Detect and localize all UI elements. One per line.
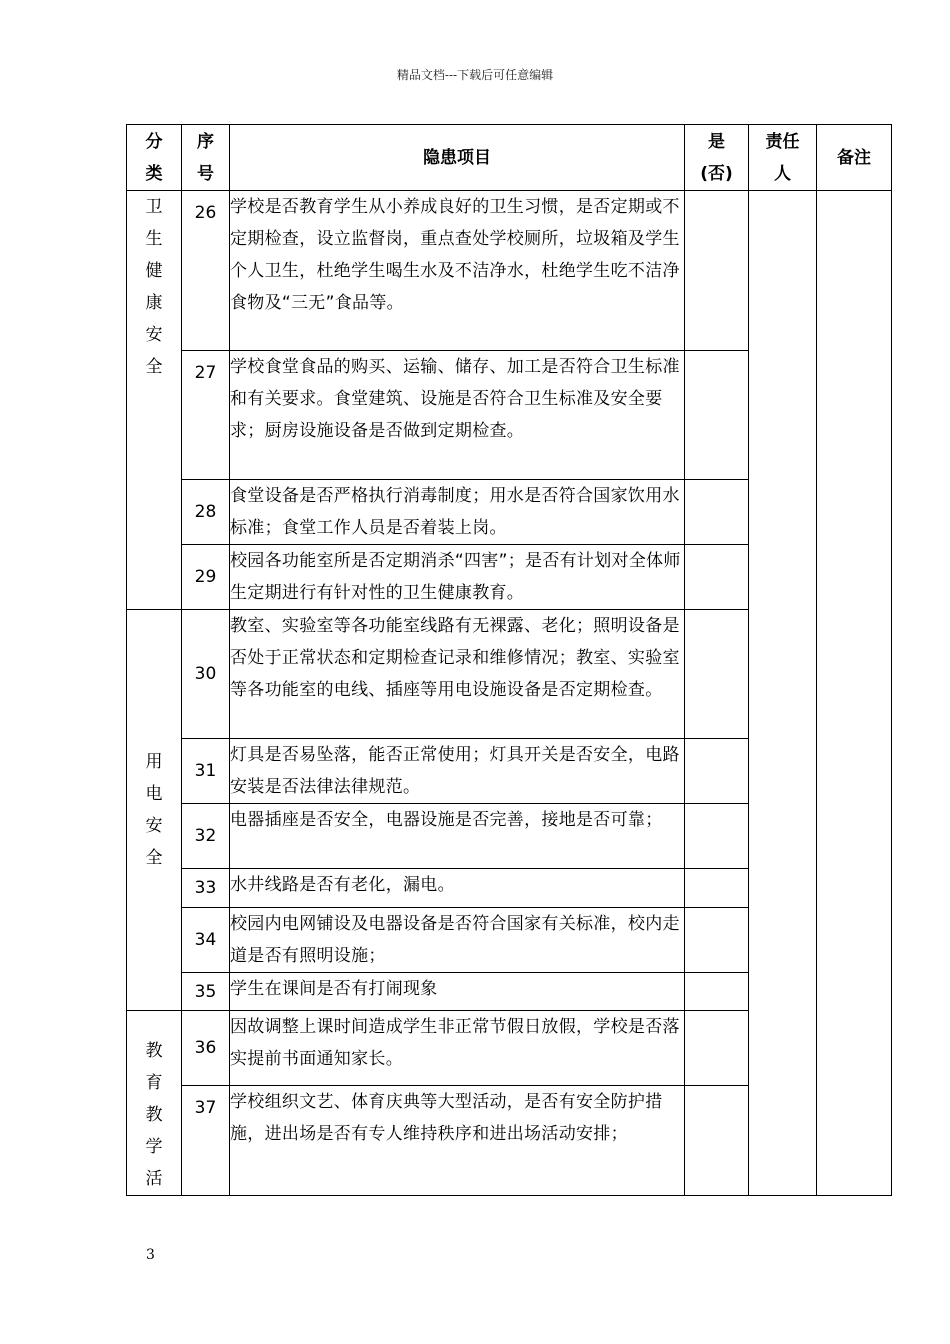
category-cell: 教 育 教 学 活 bbox=[127, 1011, 182, 1196]
yes-no-cell[interactable] bbox=[685, 351, 749, 480]
responsible-person-cell[interactable] bbox=[749, 191, 817, 1196]
header-note: 精品文档---下载后可任意编辑 bbox=[396, 68, 554, 82]
hazard-item-text: 灯具是否易坠落，能否正常使用；灯具开关是否安全，电路安装是否法律法律规范。 bbox=[230, 739, 685, 804]
hazard-item-text: 食堂设备是否严格执行消毒制度；用水是否符合国家饮用水标准；食堂工作人员是否着装上岗。 bbox=[230, 480, 685, 545]
category-cell: 用 电 安 全 bbox=[127, 610, 182, 1011]
yes-no-cell[interactable] bbox=[685, 1085, 749, 1195]
yes-no-cell[interactable] bbox=[685, 1011, 749, 1086]
header-hazard-item: 隐患项目 bbox=[230, 125, 685, 191]
header-responsible: 责任 人 bbox=[749, 125, 817, 191]
header-remarks: 备注 bbox=[817, 125, 892, 191]
header-number: 序 号 bbox=[182, 125, 230, 191]
row-number: 34 bbox=[182, 908, 230, 973]
hazard-item-text: 校园各功能室所是否定期消杀“四害”；是否有计划对全体师生定期进行有针对性的卫生健康教育。 bbox=[230, 545, 685, 610]
yes-no-cell[interactable] bbox=[685, 908, 749, 973]
table-row bbox=[127, 191, 892, 351]
yes-no-cell[interactable] bbox=[685, 804, 749, 869]
yes-no-cell[interactable] bbox=[685, 739, 749, 804]
row-number: 33 bbox=[182, 869, 230, 908]
header-category: 分 类 bbox=[127, 125, 182, 191]
yes-no-cell[interactable] bbox=[685, 191, 749, 351]
row-number: 29 bbox=[182, 545, 230, 610]
yes-no-cell[interactable] bbox=[685, 610, 749, 739]
remarks-cell[interactable] bbox=[817, 191, 892, 1196]
page-number: 3 bbox=[146, 1247, 155, 1263]
row-number: 30 bbox=[182, 610, 230, 739]
row-number: 26 bbox=[182, 191, 230, 351]
category-cell: 卫 生 健 康 安 全 bbox=[127, 191, 182, 610]
hazard-item-text: 因故调整上课时间造成学生非正常节假日放假，学校是否落实提前书面通知家长。 bbox=[230, 1011, 685, 1086]
yes-no-cell[interactable] bbox=[685, 480, 749, 545]
row-number: 35 bbox=[182, 973, 230, 1011]
yes-no-cell[interactable] bbox=[685, 545, 749, 610]
hazard-item-text: 水井线路是否有老化，漏电。 bbox=[230, 869, 685, 908]
hazard-checklist-table bbox=[126, 124, 892, 1196]
header-yes-no: 是 (否) bbox=[685, 125, 749, 191]
hazard-item-text: 学校组织文艺、体育庆典等大型活动，是否有安全防护措施，进出场是否有专人维持秩序和进出场活动安排； bbox=[230, 1085, 685, 1195]
row-number: 32 bbox=[182, 804, 230, 869]
yes-no-cell[interactable] bbox=[685, 973, 749, 1011]
hazard-item-text: 教室、实验室等各功能室线路有无裸露、老化；照明设备是否处于正常状态和定期检查记录和维修情况；教室、实验室等各功能室的电线、插座等用电设施设备是否定期检查。 bbox=[230, 610, 685, 739]
hazard-item-text: 学校是否教育学生从小养成良好的卫生习惯，是否定期或不定期检查，设立监督岗，重点查处学校厕所，垃圾箱及学生个人卫生，杜绝学生喝生水及不洁净水，杜绝学生吃不洁净食物及“三无”食品等。 bbox=[230, 191, 685, 351]
table-header-row bbox=[127, 125, 892, 191]
hazard-item-text: 校园内电网铺设及电器设备是否符合国家有关标准，校内走道是否有照明设施； bbox=[230, 908, 685, 973]
yes-no-cell[interactable] bbox=[685, 869, 749, 908]
row-number: 27 bbox=[182, 351, 230, 480]
row-number: 36 bbox=[182, 1011, 230, 1086]
row-number: 37 bbox=[182, 1085, 230, 1195]
hazard-item-text: 学校食堂食品的购买、运输、储存、加工是否符合卫生标准和有关要求。食堂建筑、设施是否符合卫生标准及安全要求；厨房设施设备是否做到定期检查。 bbox=[230, 351, 685, 480]
hazard-item-text: 学生在课间是否有打闹现象 bbox=[230, 973, 685, 1011]
row-number: 31 bbox=[182, 739, 230, 804]
row-number: 28 bbox=[182, 480, 230, 545]
hazard-item-text: 电器插座是否安全，电器设施是否完善，接地是否可靠； bbox=[230, 804, 685, 869]
